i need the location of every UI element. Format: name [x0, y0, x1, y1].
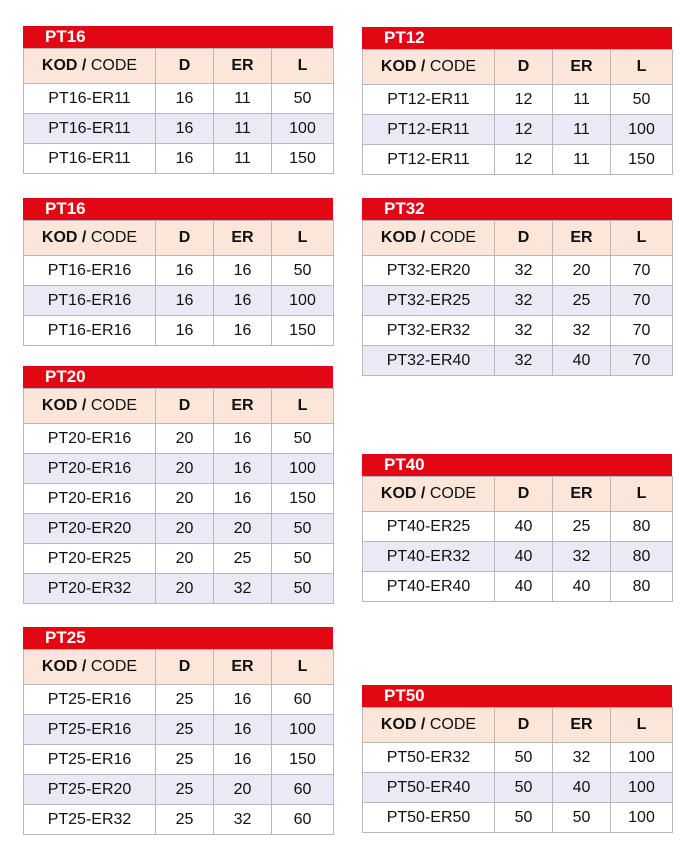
header-er: ER [553, 708, 611, 743]
header-row [363, 221, 673, 256]
cell-er: 16 [214, 745, 272, 775]
table-row [363, 773, 673, 803]
cell-code: PT40-ER40 [363, 572, 495, 602]
cell-l: 60 [272, 775, 334, 805]
cell-l: 70 [611, 286, 673, 316]
cell-d: 12 [495, 115, 553, 145]
table-pt16-er11 [23, 26, 333, 174]
header-l: L [611, 708, 673, 743]
spec-table [362, 49, 673, 175]
cell-l: 150 [272, 745, 334, 775]
header-er: ER [214, 49, 272, 84]
cell-er: 20 [553, 256, 611, 286]
header-d: D [156, 221, 214, 256]
cell-l: 100 [272, 286, 334, 316]
cell-er: 32 [553, 743, 611, 773]
cell-er: 25 [553, 512, 611, 542]
cell-l: 60 [272, 805, 334, 835]
table-row [24, 715, 334, 745]
cell-l: 70 [611, 346, 673, 376]
cell-code: PT16-ER16 [24, 256, 156, 286]
cell-d: 20 [156, 424, 214, 454]
cell-l: 50 [272, 514, 334, 544]
cell-er: 11 [214, 144, 272, 174]
header-row [24, 389, 334, 424]
cell-code: PT32-ER20 [363, 256, 495, 286]
header-code: KOD / CODE [363, 708, 495, 743]
table-title: PT40 [362, 454, 672, 476]
header-code: KOD / CODE [24, 221, 156, 256]
cell-l: 50 [272, 256, 334, 286]
header-l: L [611, 50, 673, 85]
cell-d: 20 [156, 514, 214, 544]
cell-code: PT20-ER16 [24, 424, 156, 454]
header-row [363, 708, 673, 743]
header-row [24, 221, 334, 256]
header-er: ER [214, 650, 272, 685]
cell-d: 50 [495, 803, 553, 833]
cell-d: 20 [156, 454, 214, 484]
header-er: ER [553, 50, 611, 85]
table-pt40 [362, 454, 672, 602]
cell-er: 11 [553, 85, 611, 115]
header-code: KOD / CODE [363, 477, 495, 512]
spec-table [23, 649, 334, 835]
cell-d: 16 [156, 144, 214, 174]
cell-l: 100 [611, 115, 673, 145]
cell-d: 40 [495, 512, 553, 542]
header-code: KOD / CODE [24, 389, 156, 424]
cell-er: 16 [214, 715, 272, 745]
cell-code: PT25-ER16 [24, 685, 156, 715]
cell-l: 70 [611, 316, 673, 346]
table-row [24, 775, 334, 805]
header-l: L [272, 221, 334, 256]
cell-er: 32 [214, 805, 272, 835]
table-row [24, 685, 334, 715]
table-pt25 [23, 627, 333, 835]
table-row [24, 805, 334, 835]
cell-er: 40 [553, 773, 611, 803]
cell-d: 20 [156, 484, 214, 514]
spec-table [362, 707, 673, 833]
table-row [24, 574, 334, 604]
table-title: PT20 [23, 366, 333, 388]
spec-table [23, 48, 334, 174]
cell-code: PT20-ER16 [24, 484, 156, 514]
cell-l: 50 [272, 84, 334, 114]
table-pt20 [23, 366, 333, 604]
table-row [363, 145, 673, 175]
cell-code: PT16-ER16 [24, 286, 156, 316]
table-row [24, 84, 334, 114]
cell-code: PT16-ER16 [24, 316, 156, 346]
table-row [24, 454, 334, 484]
cell-l: 80 [611, 572, 673, 602]
table-row [363, 572, 673, 602]
cell-l: 100 [611, 773, 673, 803]
header-row [24, 49, 334, 84]
cell-code: PT40-ER32 [363, 542, 495, 572]
header-d: D [495, 221, 553, 256]
cell-d: 40 [495, 572, 553, 602]
cell-code: PT20-ER16 [24, 454, 156, 484]
header-l: L [611, 221, 673, 256]
cell-l: 150 [272, 484, 334, 514]
cell-l: 60 [272, 685, 334, 715]
cell-d: 32 [495, 316, 553, 346]
table-row [24, 144, 334, 174]
header-row [24, 650, 334, 685]
cell-code: PT12-ER11 [363, 115, 495, 145]
spec-table [23, 220, 334, 346]
table-row [363, 256, 673, 286]
cell-d: 32 [495, 286, 553, 316]
table-row [363, 512, 673, 542]
cell-l: 100 [272, 454, 334, 484]
cell-d: 40 [495, 542, 553, 572]
cell-code: PT20-ER25 [24, 544, 156, 574]
table-row [24, 114, 334, 144]
cell-er: 11 [553, 115, 611, 145]
cell-code: PT25-ER16 [24, 715, 156, 745]
header-row [363, 477, 673, 512]
header-code: KOD / CODE [363, 221, 495, 256]
cell-er: 40 [553, 572, 611, 602]
cell-er: 25 [553, 286, 611, 316]
table-row [363, 346, 673, 376]
cell-er: 25 [214, 544, 272, 574]
table-row [24, 544, 334, 574]
cell-er: 16 [214, 454, 272, 484]
spec-table [23, 388, 334, 604]
table-title: PT12 [362, 27, 672, 49]
cell-code: PT32-ER25 [363, 286, 495, 316]
cell-d: 16 [156, 286, 214, 316]
header-row [363, 50, 673, 85]
cell-d: 32 [495, 256, 553, 286]
cell-d: 32 [495, 346, 553, 376]
cell-code: PT12-ER11 [363, 145, 495, 175]
cell-code: PT32-ER32 [363, 316, 495, 346]
header-er: ER [214, 221, 272, 256]
cell-l: 150 [272, 144, 334, 174]
header-d: D [156, 650, 214, 685]
cell-d: 20 [156, 544, 214, 574]
cell-d: 16 [156, 256, 214, 286]
cell-d: 25 [156, 805, 214, 835]
cell-l: 50 [611, 85, 673, 115]
cell-code: PT50-ER40 [363, 773, 495, 803]
cell-d: 16 [156, 114, 214, 144]
table-title: PT16 [23, 198, 333, 220]
table-row [24, 286, 334, 316]
cell-er: 16 [214, 484, 272, 514]
header-er: ER [553, 477, 611, 512]
cell-d: 25 [156, 715, 214, 745]
cell-d: 50 [495, 743, 553, 773]
spec-table [362, 476, 673, 602]
cell-er: 32 [553, 542, 611, 572]
cell-code: PT16-ER11 [24, 144, 156, 174]
table-row [363, 743, 673, 773]
header-er: ER [214, 389, 272, 424]
header-d: D [156, 49, 214, 84]
cell-d: 20 [156, 574, 214, 604]
cell-l: 50 [272, 544, 334, 574]
cell-l: 100 [611, 743, 673, 773]
cell-code: PT20-ER32 [24, 574, 156, 604]
cell-d: 25 [156, 685, 214, 715]
cell-er: 50 [553, 803, 611, 833]
cell-code: PT12-ER11 [363, 85, 495, 115]
header-d: D [495, 708, 553, 743]
cell-code: PT20-ER20 [24, 514, 156, 544]
table-pt50 [362, 685, 672, 833]
cell-l: 70 [611, 256, 673, 286]
cell-er: 40 [553, 346, 611, 376]
cell-l: 80 [611, 542, 673, 572]
cell-code: PT50-ER32 [363, 743, 495, 773]
table-row [24, 514, 334, 544]
cell-d: 25 [156, 775, 214, 805]
cell-l: 150 [611, 145, 673, 175]
cell-d: 25 [156, 745, 214, 775]
table-title: PT32 [362, 198, 672, 220]
table-row [24, 256, 334, 286]
cell-er: 16 [214, 424, 272, 454]
header-l: L [272, 389, 334, 424]
table-pt12 [362, 27, 672, 175]
table-row [363, 803, 673, 833]
cell-code: PT40-ER25 [363, 512, 495, 542]
cell-er: 32 [553, 316, 611, 346]
cell-d: 16 [156, 316, 214, 346]
table-row [24, 424, 334, 454]
header-code: KOD / CODE [24, 650, 156, 685]
cell-er: 16 [214, 286, 272, 316]
cell-code: PT16-ER11 [24, 84, 156, 114]
cell-er: 16 [214, 316, 272, 346]
header-l: L [272, 49, 334, 84]
cell-er: 11 [214, 114, 272, 144]
table-row [363, 85, 673, 115]
cell-code: PT25-ER32 [24, 805, 156, 835]
table-row [363, 316, 673, 346]
cell-code: PT32-ER40 [363, 346, 495, 376]
cell-er: 11 [553, 145, 611, 175]
cell-er: 16 [214, 685, 272, 715]
cell-l: 80 [611, 512, 673, 542]
table-row [24, 745, 334, 775]
header-d: D [156, 389, 214, 424]
cell-d: 16 [156, 84, 214, 114]
table-title: PT50 [362, 685, 672, 707]
cell-l: 50 [272, 574, 334, 604]
cell-code: PT16-ER11 [24, 114, 156, 144]
cell-l: 50 [272, 424, 334, 454]
cell-er: 16 [214, 256, 272, 286]
spec-table [362, 220, 673, 376]
table-title: PT25 [23, 627, 333, 649]
table-pt32 [362, 198, 672, 376]
cell-l: 150 [272, 316, 334, 346]
header-code: KOD / CODE [24, 49, 156, 84]
table-row [363, 115, 673, 145]
header-er: ER [553, 221, 611, 256]
header-d: D [495, 477, 553, 512]
header-l: L [611, 477, 673, 512]
cell-d: 12 [495, 145, 553, 175]
cell-d: 50 [495, 773, 553, 803]
table-row [363, 286, 673, 316]
table-row [363, 542, 673, 572]
cell-er: 20 [214, 514, 272, 544]
cell-code: PT25-ER20 [24, 775, 156, 805]
header-d: D [495, 50, 553, 85]
cell-l: 100 [272, 715, 334, 745]
cell-code: PT25-ER16 [24, 745, 156, 775]
table-row [24, 484, 334, 514]
header-code: KOD / CODE [363, 50, 495, 85]
cell-er: 11 [214, 84, 272, 114]
table-title: PT16 [23, 26, 333, 48]
cell-l: 100 [272, 114, 334, 144]
cell-er: 32 [214, 574, 272, 604]
table-pt16-er16 [23, 198, 333, 346]
table-row [24, 316, 334, 346]
cell-l: 100 [611, 803, 673, 833]
cell-code: PT50-ER50 [363, 803, 495, 833]
cell-er: 20 [214, 775, 272, 805]
cell-d: 12 [495, 85, 553, 115]
header-l: L [272, 650, 334, 685]
